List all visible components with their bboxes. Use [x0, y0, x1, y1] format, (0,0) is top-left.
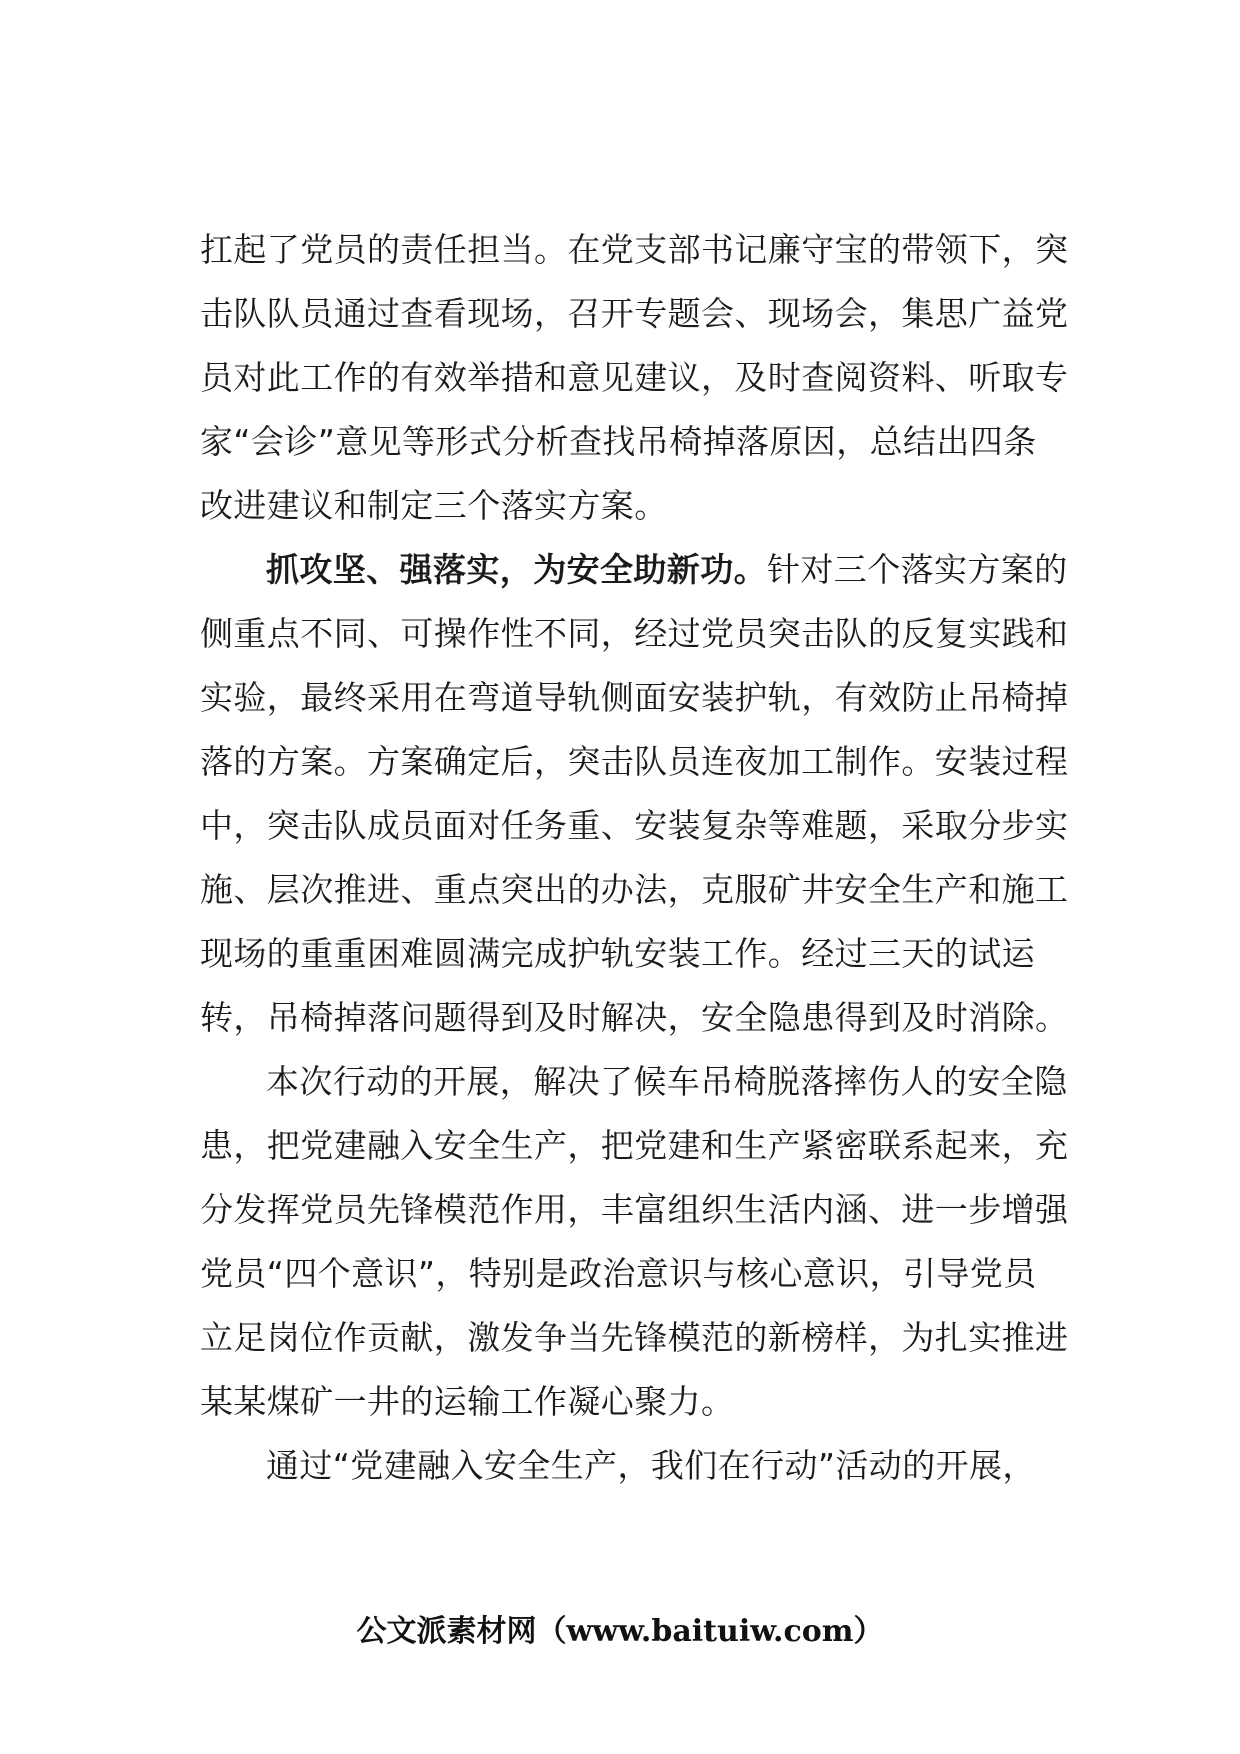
text-line: 扛起了党员的责任担当。在党支部书记廉守宝的带领下，突 — [200, 230, 1069, 269]
footer-watermark: 公文派素材网（www.baituiw.com） — [356, 1614, 884, 1649]
text-line: 患，把党建融入安全生产，把党建和生产紧密联系起来，充 — [200, 1126, 1069, 1165]
text-line: 家“会诊”意见等形式分析查找吊椅掉落原因，总结出四条 — [200, 422, 1037, 461]
text-line: 中，突击队成员面对任务重、安装复杂等难题，采取分步实 — [200, 806, 1069, 845]
text-line: 落的方案。方案确定后，突击队员连夜加工制作。安装过程 — [200, 742, 1069, 781]
text-line: 施、层次推进、重点突出的办法，克服矿井安全生产和施工 — [200, 870, 1069, 909]
text-line: 立足岗位作贡献，激发争当先锋模范的新榜样，为扎实推进 — [200, 1318, 1069, 1357]
paragraph-heading: 抓攻坚、强落实，为安全助新功。 — [266, 550, 767, 589]
text-line: 改进建议和制定三个落实方案。 — [200, 486, 668, 525]
text-line: 员对此工作的有效举措和意见建议，及时查阅资料、听取专 — [200, 358, 1069, 397]
text-span: 针对三个落实方案的 — [767, 550, 1068, 589]
paragraph-4 — [200, 1434, 1068, 1498]
text-line: 本次行动的开展，解决了候车吊椅脱落摔伤人的安全隐 — [266, 1062, 1068, 1101]
paragraph-1 — [200, 218, 1068, 538]
paragraph-3 — [200, 1050, 1068, 1434]
text-line: 侧重点不同、可操作性不同，经过党员突击队的反复实践和 — [200, 614, 1069, 653]
text-line: 分发挥党员先锋模范作用，丰富组织生活内涵、进一步增强 — [200, 1190, 1069, 1229]
text-line: 击队队员通过查看现场，召开专题会、现场会，集思广益党 — [200, 294, 1069, 333]
text-line: 转，吊椅掉落问题得到及时解决，安全隐患得到及时消除。 — [200, 998, 1069, 1037]
text-line: 现场的重重困难圆满完成护轨安装工作。经过三天的试运 — [200, 934, 1035, 973]
document-body — [200, 218, 1068, 1498]
paragraph-2 — [200, 538, 1068, 1050]
text-line — [200, 538, 1068, 602]
text-line: 实验，最终采用在弯道导轨侧面安装护轨，有效防止吊椅掉 — [200, 678, 1069, 717]
text-line: 党员“四个意识”，特别是政治意识与核心意识，引导党员 — [200, 1254, 1037, 1293]
text-line: 通过“党建融入安全生产，我们在行动”活动的开展， — [266, 1446, 1036, 1485]
text-line: 某某煤矿一井的运输工作凝心聚力。 — [200, 1382, 735, 1421]
